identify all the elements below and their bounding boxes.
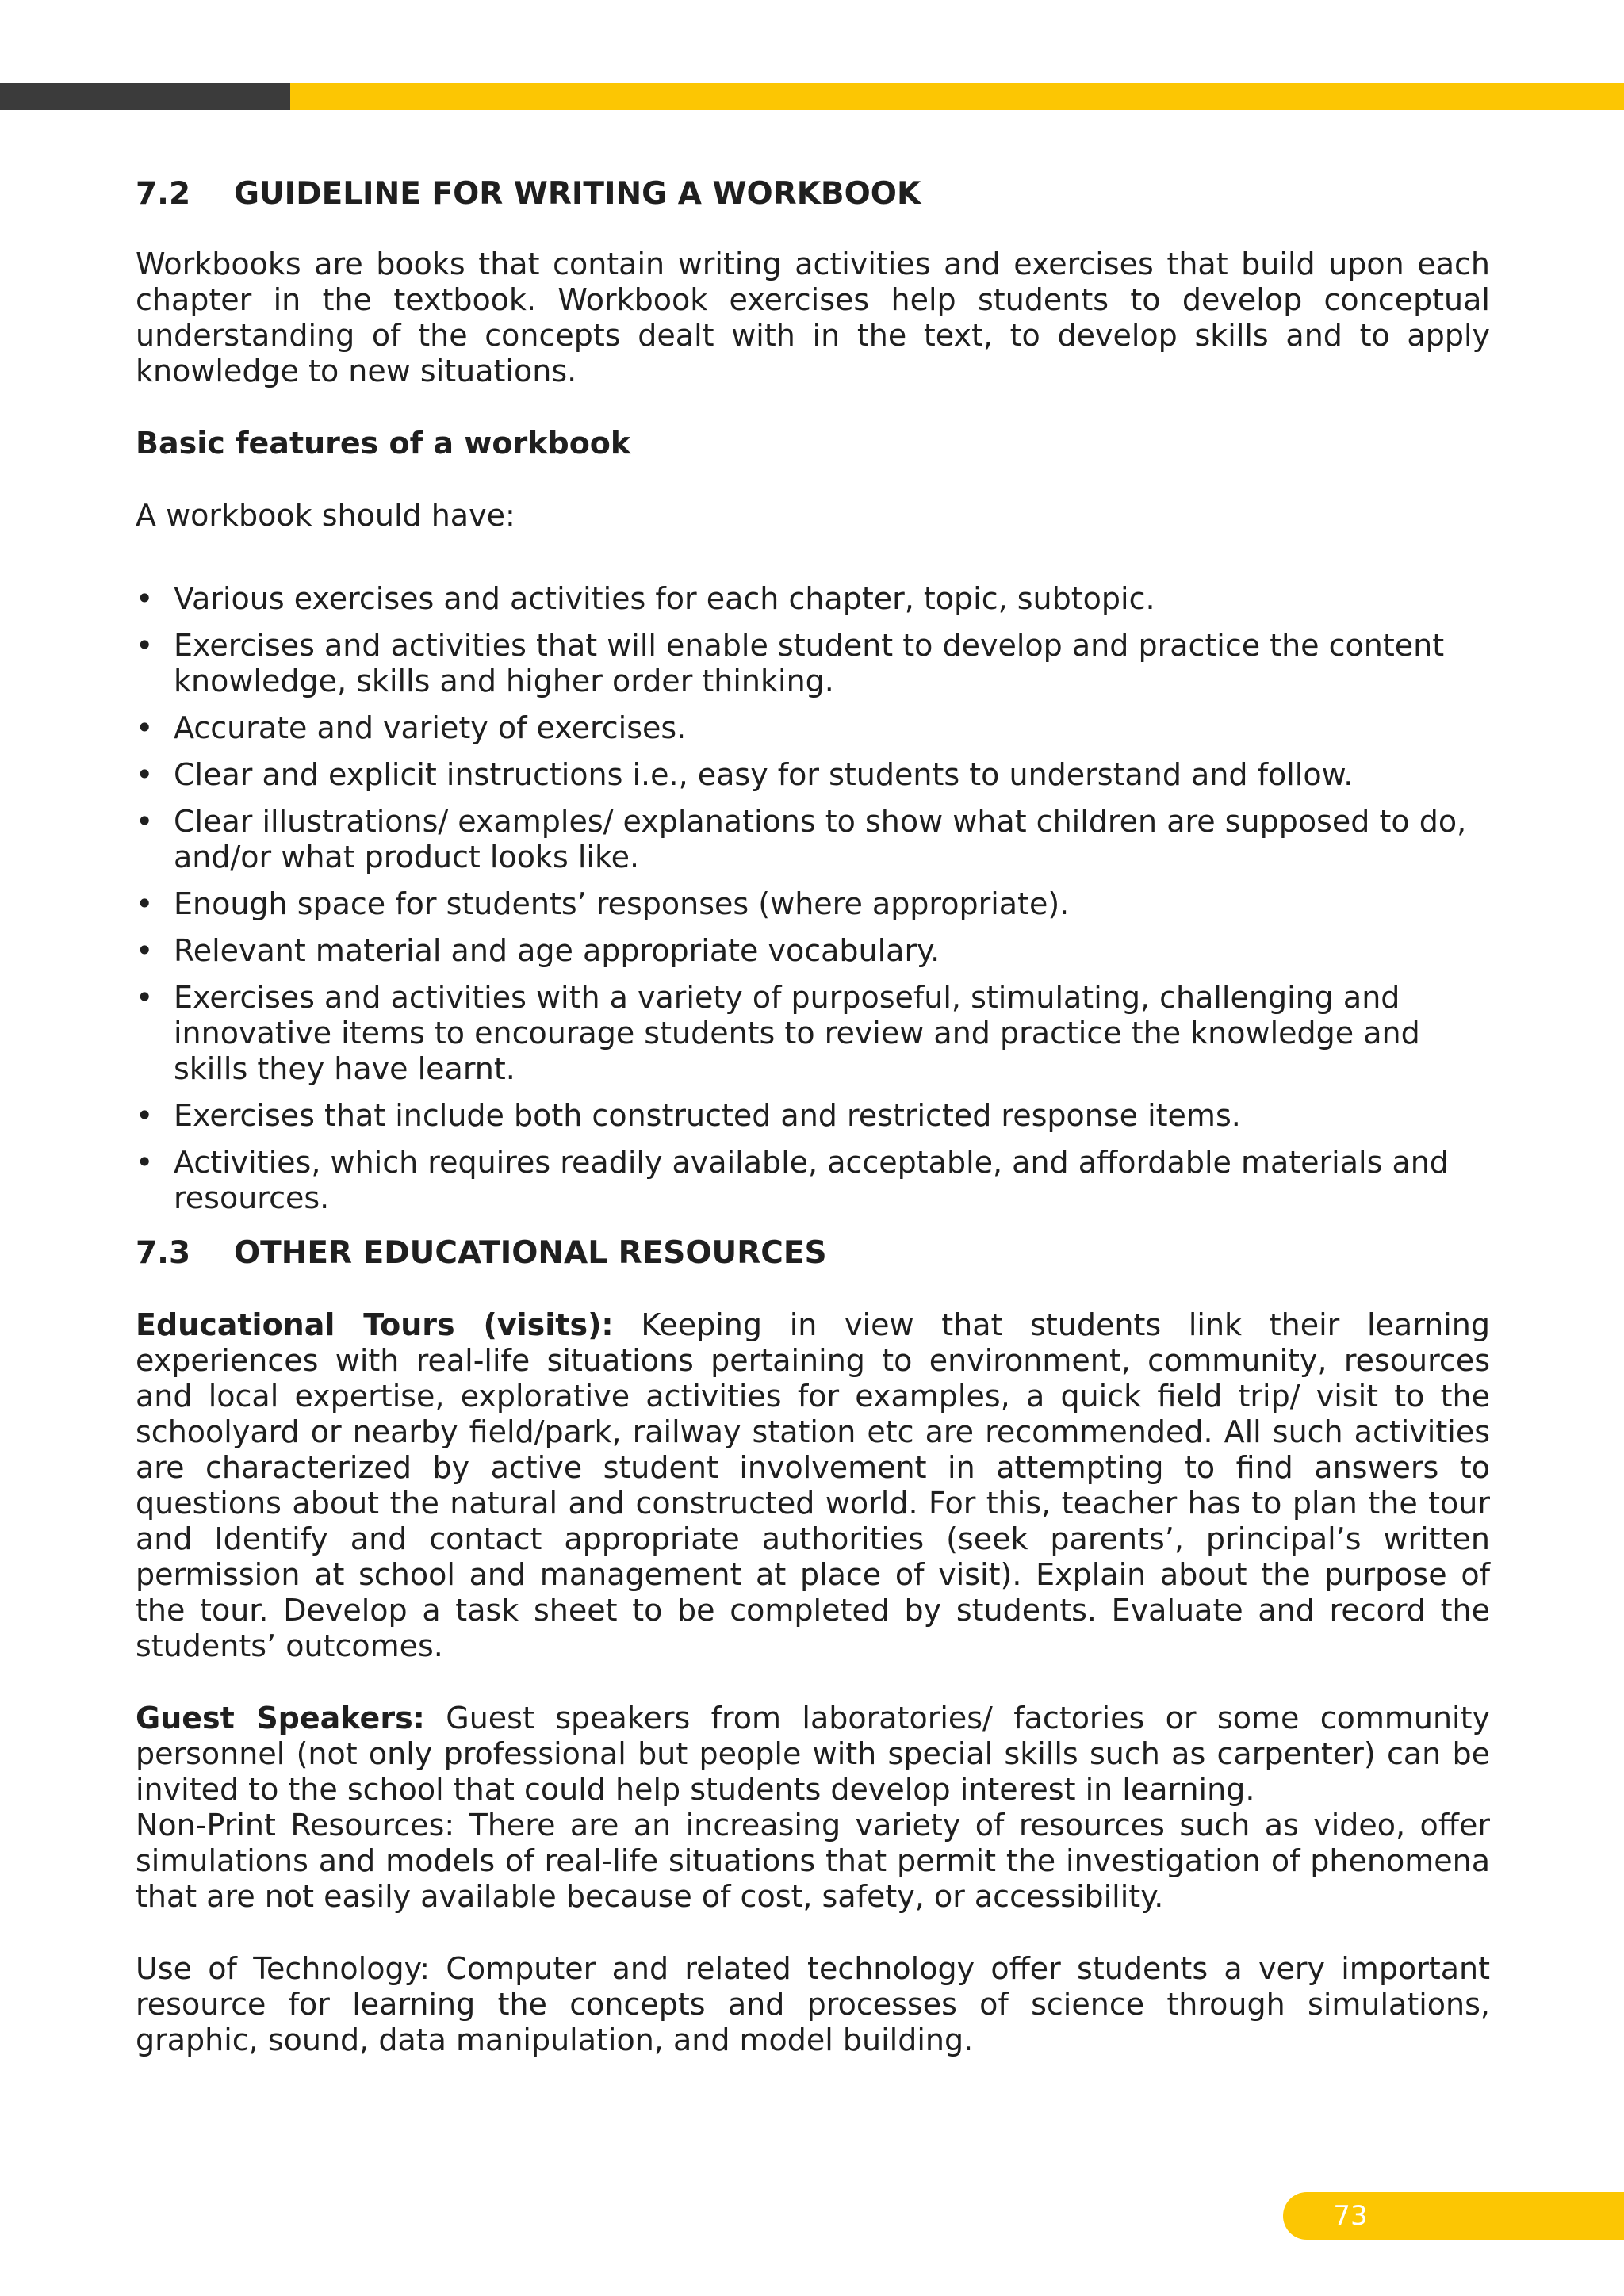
educational-tours-label: Educational Tours (visits): xyxy=(136,1307,614,1342)
educational-tours-paragraph xyxy=(136,1307,1490,1664)
header-bar-dark xyxy=(0,83,290,110)
page-number: 73 xyxy=(1333,2200,1368,2232)
section-title: GUIDELINE FOR WRITING A WORKBOOK xyxy=(234,176,921,212)
section-number: 7.3 xyxy=(136,1235,191,1271)
workbook-lead-text: A workbook should have: xyxy=(136,498,515,533)
section-7-2-heading xyxy=(136,176,1490,212)
guest-speakers-paragraph xyxy=(136,1701,1490,1808)
list-item: • Clear and explicit instructions i.e., easy for students to understand and follow. xyxy=(136,757,1354,792)
list-item: • Various exercises and activities for each chapter, topic, subtopic. xyxy=(136,581,1155,616)
list-item: • Accurate and variety of exercises. xyxy=(136,710,687,745)
guest-speakers-text: Guest speakers from laboratories/ factories or some community personnel (not only professional but people with special skills such as carpenter) can be invited to the school that could help students develop interest in learning. xyxy=(136,1701,1490,1807)
use-of-technology-paragraph: Use of Technology: Computer and related technology offer students a very important resource for learning the concepts and processes of science through simulations, graphic, sound, data manipulation, and model building. xyxy=(136,1951,1490,2057)
workbook-features-list xyxy=(136,581,1490,1216)
page-content xyxy=(136,168,1490,2058)
list-item: • Enough space for students’ responses (where appropriate). xyxy=(136,886,1070,921)
list-item: • Activities, which requires readily available, acceptable, and affordable materials and resources. xyxy=(136,1145,1449,1215)
workbook-intro-paragraph: Workbooks are books that contain writing activities and exercises that build upon each chapter in the textbook. Workbook exercises help students to develop conceptual understanding of the concepts dealt with in the text, to develop skills and to apply knowledge to new situations. xyxy=(136,247,1490,388)
list-item: • Exercises and activities with a variety of purposeful, stimulating, challenging and innovative items to encourage students to review and practice the knowledge and skills they have learnt. xyxy=(136,980,1420,1086)
list-item: • Relevant material and age appropriate vocabulary. xyxy=(136,933,940,968)
list-item: • Clear illustrations/ examples/ explanations to show what children are supposed to do, and/or what product looks like. xyxy=(136,804,1467,874)
list-item: • Exercises that include both constructed and restricted response items. xyxy=(136,1098,1241,1133)
non-print-resources-paragraph: Non-Print Resources: There are an increasing variety of resources such as video, offer simulations and models of real-life situations that permit the investigation of phenomena that are not easily available because of cost, safety, or accessibility. xyxy=(136,1808,1490,1914)
basic-features-subheading: Basic features of a workbook xyxy=(136,426,631,461)
section-number: 7.2 xyxy=(136,176,191,212)
section-title: OTHER EDUCATIONAL RESOURCES xyxy=(234,1235,827,1271)
header-bar-yellow xyxy=(290,83,1624,110)
educational-tours-text: Keeping in view that students link their learning experiences with real-life situations pertaining to environment, community, resources and local expertise, explorative activities for examples, a quick field trip/ visit to the schoolyard or nearby field/park, railway station etc are recommended. All such activities are characterized by active student involvement in attempting to find answers to questions about the natural and constructed world. For this, teacher has to plan the tour and Identify and contact appropriate authorities (seek parents’, principal’s written permission at school and management at place of visit). Explain about the purpose of the tour. Develop a task sheet to be completed by students. Evaluate and record the students’ outcomes. xyxy=(136,1307,1491,1663)
guest-speakers-label: Guest Speakers: xyxy=(136,1701,425,1735)
section-7-3-heading xyxy=(136,1235,1490,1271)
list-item: • Exercises and activities that will enable student to develop and practice the content knowledge, skills and higher order thinking. xyxy=(136,628,1445,698)
